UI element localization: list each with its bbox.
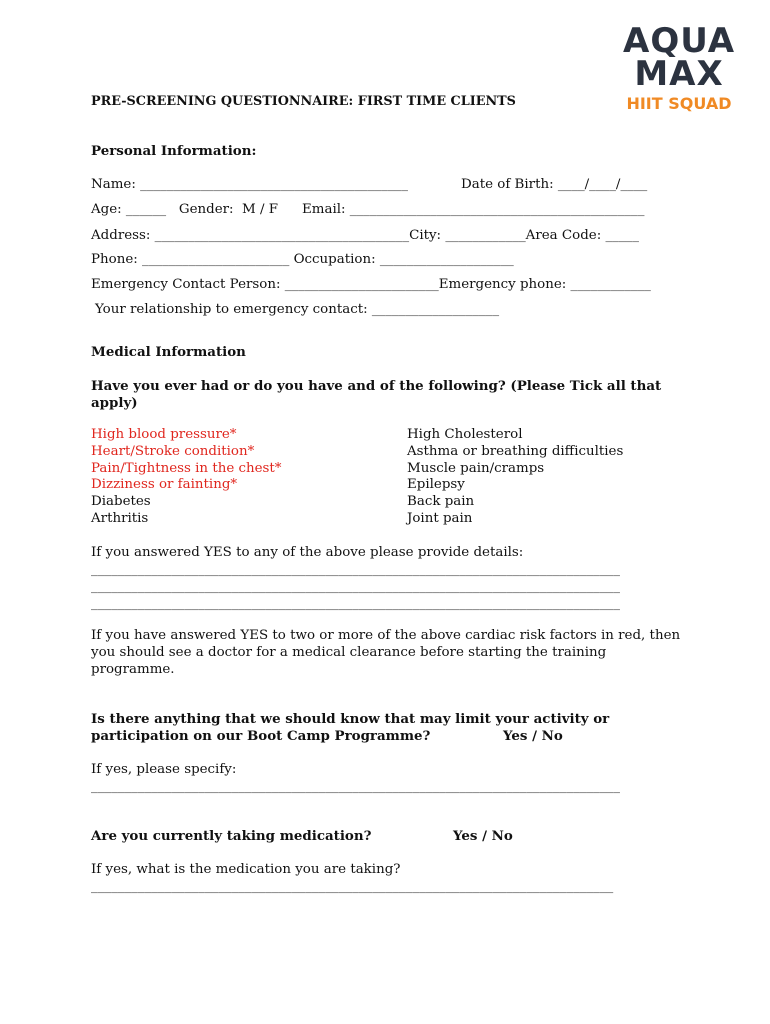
logo-line-1: AQUA (623, 21, 736, 61)
emergency-contact-field[interactable]: Emergency Contact Person: _______________________Emergency phone: ____________ (91, 277, 651, 292)
aqua-max-logo (623, 21, 736, 116)
relationship-field[interactable]: Your relationship to emergency contact: ___________________ (95, 302, 500, 317)
condition-high-blood-pressure[interactable]: High blood pressure* (91, 427, 237, 442)
limits-question-line2: participation on our Boot Camp Programme? (91, 728, 431, 744)
conditions-list-left (91, 427, 282, 528)
limits-yes-no[interactable]: Yes / No (503, 728, 563, 744)
details-prompt: If you answered YES to any of the above please provide details: (91, 545, 524, 560)
limits-question-line1: Is there anything that we should know that may limit your activity or (91, 711, 610, 727)
personal-info-heading: Personal Information: (91, 143, 257, 159)
condition-dizziness[interactable]: Dizziness or fainting* (91, 477, 238, 493)
logo-line-3: HIIT SQUAD (626, 94, 732, 113)
limits-specify-prompt: If yes, please specify: (91, 762, 237, 777)
email-field[interactable]: Email: ____________________________________________ (302, 202, 645, 217)
medication-line[interactable]: ______________________________________________________________________________ (91, 879, 614, 894)
medication-prompt: If yes, what is the medication you are taking? (91, 862, 401, 877)
conditions-question-line2: apply) (91, 395, 138, 411)
age-gender-field[interactable]: Age: ______ Gender: M / F (91, 202, 279, 217)
phone-occupation-field[interactable]: Phone: ______________________ Occupation: ____________________ (91, 252, 514, 267)
page-title: PRE-SCREENING QUESTIONNAIRE: FIRST TIME CLIENTS (91, 94, 516, 109)
dob-field[interactable]: Date of Birth: ____/____/____ (461, 177, 648, 192)
condition-asthma[interactable]: Asthma or breathing difficulties (407, 443, 624, 459)
condition-joint-pain[interactable]: Joint pain (407, 510, 473, 526)
medication-yes-no[interactable]: Yes / No (453, 828, 513, 844)
condition-chest-pain[interactable]: Pain/Tightness in the chest* (91, 460, 282, 476)
conditions-list-right (407, 427, 623, 528)
conditions-question-line1: Have you ever had or do you have and of the following? (Please Tick all that (91, 378, 662, 394)
condition-heart-stroke[interactable]: Heart/Stroke condition* (91, 443, 255, 459)
condition-high-cholesterol[interactable]: High Cholesterol (407, 427, 523, 442)
medical-info-heading: Medical Information (91, 344, 246, 360)
condition-arthritis[interactable]: Arthritis (91, 510, 149, 526)
advice-line-1: If you have answered YES to two or more of the above cardiac risk factors in red, then (91, 628, 681, 643)
logo-line-2: MAX (634, 54, 724, 94)
name-field[interactable]: Name: ________________________________________ (91, 177, 408, 192)
details-line-2[interactable]: _______________________________________________________________________________ (91, 579, 620, 594)
advice-line-2: you should see a doctor for a medical clearance before starting the training (91, 645, 607, 660)
condition-muscle-pain[interactable]: Muscle pain/cramps (407, 460, 545, 476)
advice-line-3: programme. (91, 662, 175, 677)
address-field[interactable]: Address: ______________________________________City: ____________Area Code: _____ (91, 228, 639, 243)
details-line-1[interactable]: _______________________________________________________________________________ (91, 562, 620, 577)
details-line-3[interactable]: _______________________________________________________________________________ (91, 596, 620, 611)
limits-specify-line[interactable]: _______________________________________________________________________________ (91, 779, 620, 794)
medication-question: Are you currently taking medication? (91, 828, 372, 844)
condition-back-pain[interactable]: Back pain (407, 494, 475, 510)
condition-epilepsy[interactable]: Epilepsy (407, 477, 465, 493)
condition-diabetes[interactable]: Diabetes (91, 494, 151, 510)
